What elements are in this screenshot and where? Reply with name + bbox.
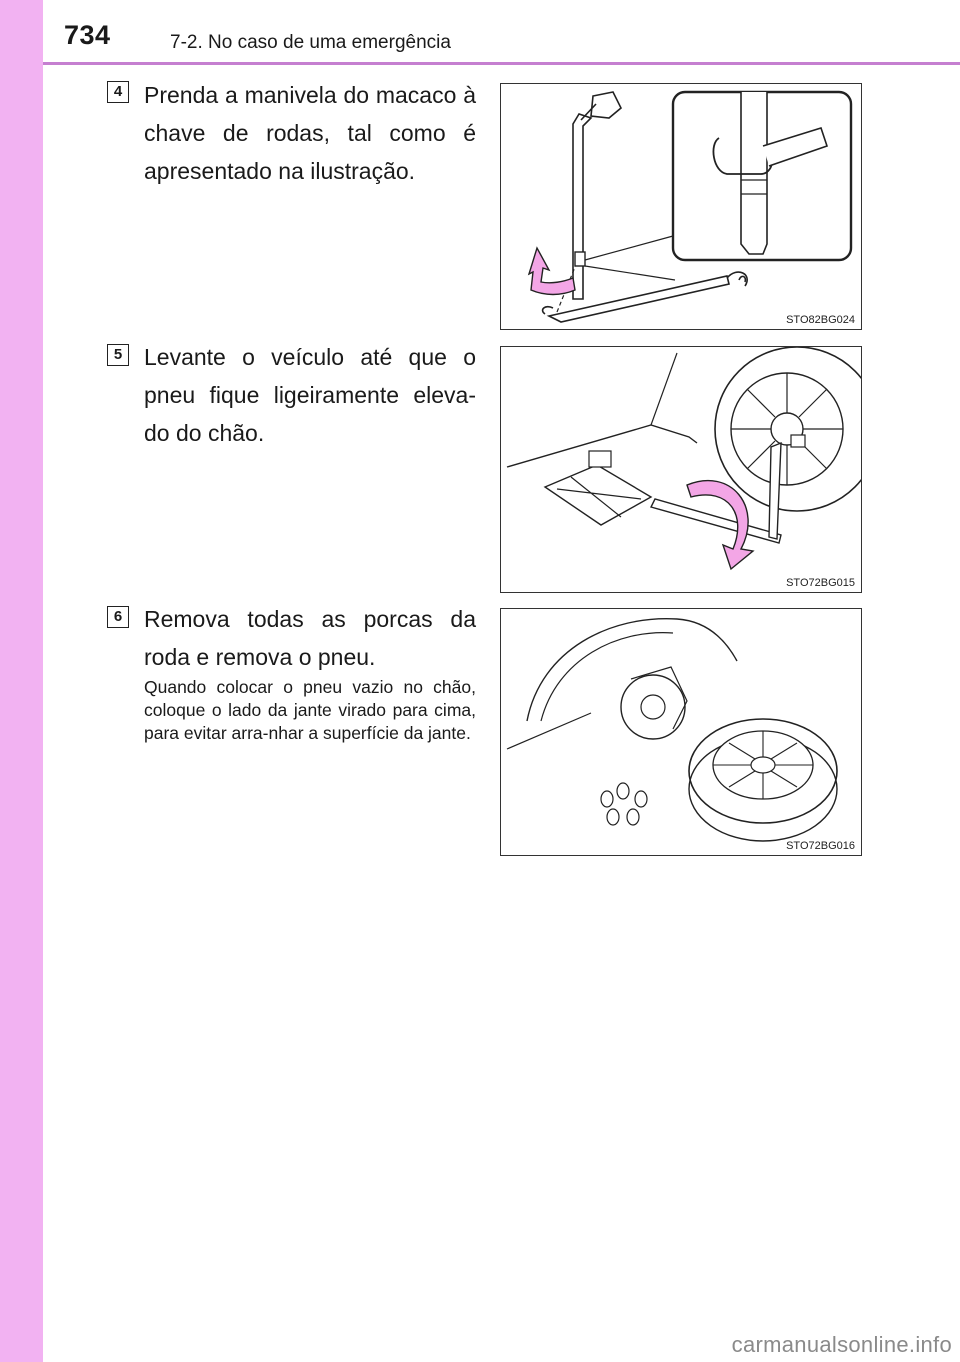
figure-code: STO82BG024 bbox=[786, 314, 855, 326]
figure-remove-tire bbox=[500, 608, 862, 856]
page-number: 734 bbox=[64, 20, 111, 50]
step-4-text: Prenda a manivela do macaco à chave de rodas, tal como é apresentado na ilustração. bbox=[144, 82, 476, 184]
step-number-5: 5 bbox=[107, 344, 129, 366]
step-number-6: 6 bbox=[107, 606, 129, 628]
step-6-note: Quando colocar o pneu vazio no chão, coloque o lado da jante virado para cima, para evitar arra-nhar a superfície da jante. bbox=[144, 677, 476, 743]
step-5-text: Levante o veículo até que o pneu fique ligeiramente eleva-do do chão. bbox=[144, 344, 476, 446]
step-number-4: 4 bbox=[107, 81, 129, 103]
jack-handle-illustration bbox=[501, 84, 861, 329]
figure-raise-vehicle bbox=[500, 346, 862, 593]
figure-code: STO72BG015 bbox=[786, 577, 855, 589]
figure-code: STO72BG016 bbox=[786, 840, 855, 852]
figure-attach-jack-handle bbox=[500, 83, 862, 330]
jack-lift-illustration bbox=[501, 347, 861, 592]
section-title: 7-2. No caso de uma emergência bbox=[170, 32, 451, 53]
step-6-text: Remova todas as porcas da roda e remova o pneu. bbox=[144, 606, 476, 670]
header-rule bbox=[43, 62, 960, 65]
tire-removal-illustration bbox=[501, 609, 861, 855]
side-tab-strip bbox=[0, 0, 43, 1362]
watermark: carmanualsonline.info bbox=[731, 1332, 952, 1357]
